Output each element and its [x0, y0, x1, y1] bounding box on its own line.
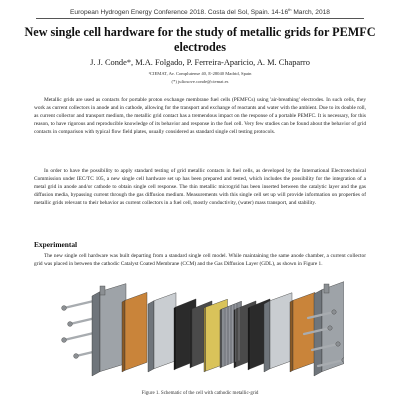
- section-heading-experimental: Experimental: [34, 240, 78, 249]
- bolt-head-left-2: [68, 322, 73, 327]
- gas-fitting-right: [324, 284, 329, 293]
- bolt-nut-right-1: [336, 342, 340, 346]
- cell-schematic-illustration: [56, 278, 344, 388]
- intro-paragraph-2: In order to have the possibility to apply standard testing of grid metallic contacts in fuel cells, as developed by the International Electrotechnical Commission under IEC/TC 105, a new single cell hardware set up has been prepared and tested, which includes the possibility for the integration of a metal grid in anode and/or cathode to obtain single cell response. The thin metallic microgrid has been inserted between the catalytic layer and the gas diffusion media, bypassing current through the gas diffusion medium. Measurements with this single cell set up will provide information on properties of metallic grids relevant to their behavior as current collectors in a fuel cell, mostly conductivity, (water) mass transport, and stability.: [34, 168, 366, 206]
- corresponding-email[interactable]: (*) juliosove.conde@ciemat.es: [171, 79, 229, 84]
- affiliation: ¹CIEMAT, Av. Complutense 40, E-28040 Madrid, Spain: [148, 71, 252, 76]
- flow-plate-right: [264, 293, 292, 372]
- figure-1: [56, 278, 344, 388]
- conference-header: European Hydrogen Energy Conference 2018. Costa del Sol, Spain. 14-16th March, 2018: [70, 7, 330, 17]
- bolt-head-left-0: [62, 306, 67, 311]
- end-plate-left: [92, 284, 126, 376]
- experimental-paragraph: The new single cell hardware was built departing from a standard single cell model. While maintaining the same anode chamber, a current collector grid was placed in between the cathodic Catalyst Coated Membrane (CCM) and the Gas Diffusion Layer (GDL), as shown in Figure 1.: [34, 253, 366, 267]
- bolt-nut-right-2: [328, 326, 332, 330]
- paper-title: New single cell hardware for the study of metallic grids for PEMFC electrodes: [24, 25, 376, 54]
- bolt-nut-right-0: [332, 310, 336, 314]
- intro-paragraph-1: Metallic grids are used as contacts for portable proton exchange membrane fuel cells (PEMFCs) using 'air-breathing' electrodes. In such cells, they work as current collectors in anode and in cathode, allowing for the transport and exchange of reactants and water with the ambient. Due to its double roll, as current collector and transport medium, the metallic grid contact has a tremendous impact on the response of a portable PEMFC. It is necessary, for this reason, to have rigorous and reproducible knowledge of its behavior and response in the fuel cell. Very few studies can be found about the behavior of grid contacts in comparison with typical flow field plates, usually considered as standard single cell testing protocols.: [34, 97, 366, 135]
- flow-plate-left: [148, 293, 176, 372]
- header-rule: [36, 18, 364, 19]
- gas-fitting-left: [100, 286, 105, 295]
- bolt-head-left-3: [74, 354, 79, 359]
- author-list: J. J. Conde*, M.A. Folgado, P. Ferreira-Aparicio, A. M. Chaparro: [90, 58, 310, 67]
- figure-caption: Figure 1. Schematic of the cell with cathodic metallic-grid: [141, 391, 259, 396]
- current-collector-left: [122, 292, 147, 372]
- bolt-head-left-1: [62, 338, 67, 343]
